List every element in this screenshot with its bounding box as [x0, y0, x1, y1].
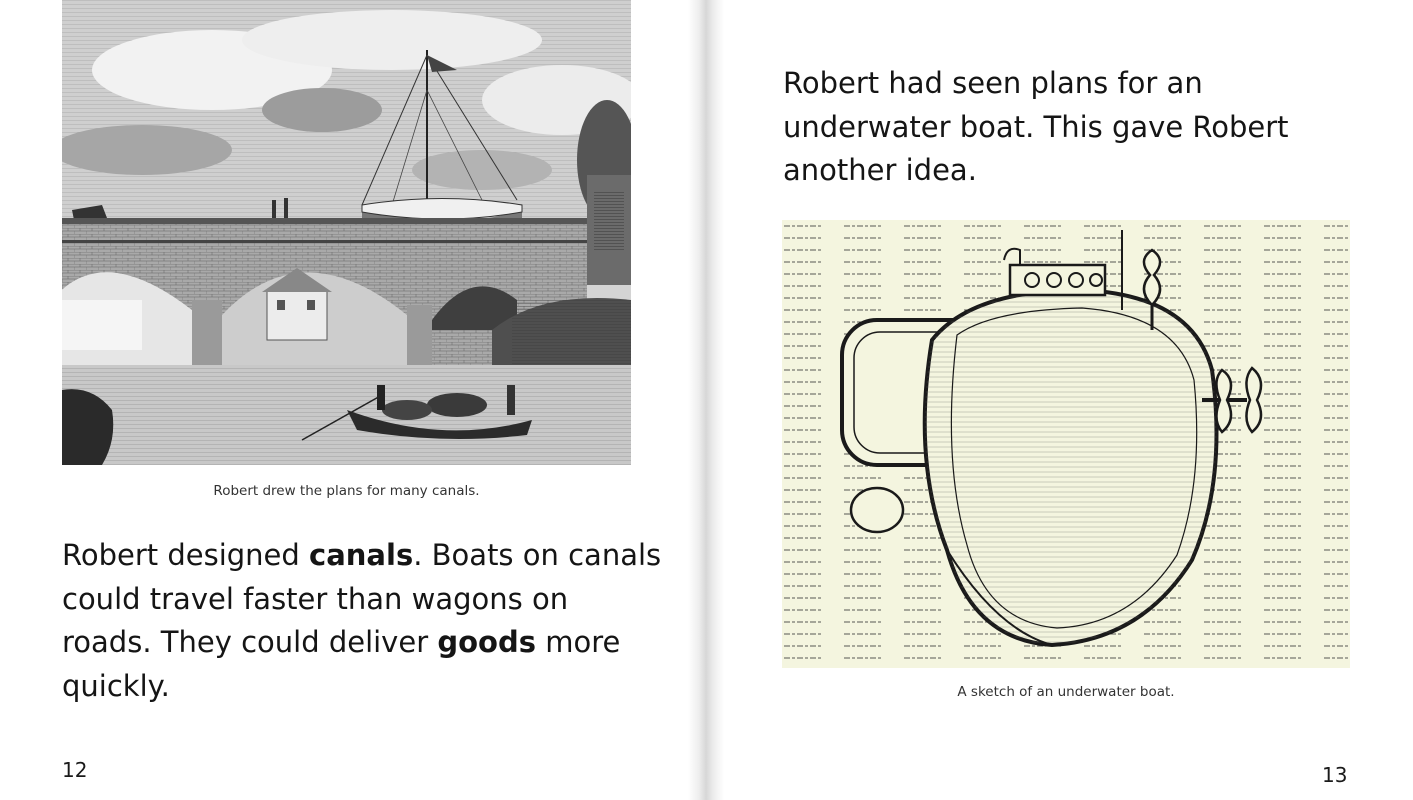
book-gutter [688, 0, 724, 800]
paragraph-left-text-1: Robert designed [62, 538, 310, 572]
underwater-boat-sketch [782, 220, 1350, 668]
page-number-right: 13 [1322, 763, 1348, 787]
paragraph-left [62, 534, 662, 708]
figure-caption-left: Robert drew the plans for many canals. [213, 483, 480, 499]
canal-aqueduct-engraving [62, 0, 631, 465]
paragraph-right: Robert had seen plans for an underwater boat. This gave Robert another idea. [783, 66, 1289, 187]
vocab-word-goods: goods [437, 625, 536, 659]
figure-caption-right: A sketch of an underwater boat. [957, 684, 1175, 700]
vocab-word-canals: canals [309, 538, 414, 572]
page-number-left: 12 [62, 758, 88, 782]
paragraph-left-text-2: . Boats on canals could travel faster than wagons on roads. They could deliver [62, 538, 662, 659]
paragraph-left-text-3: more quickly. [62, 625, 621, 703]
